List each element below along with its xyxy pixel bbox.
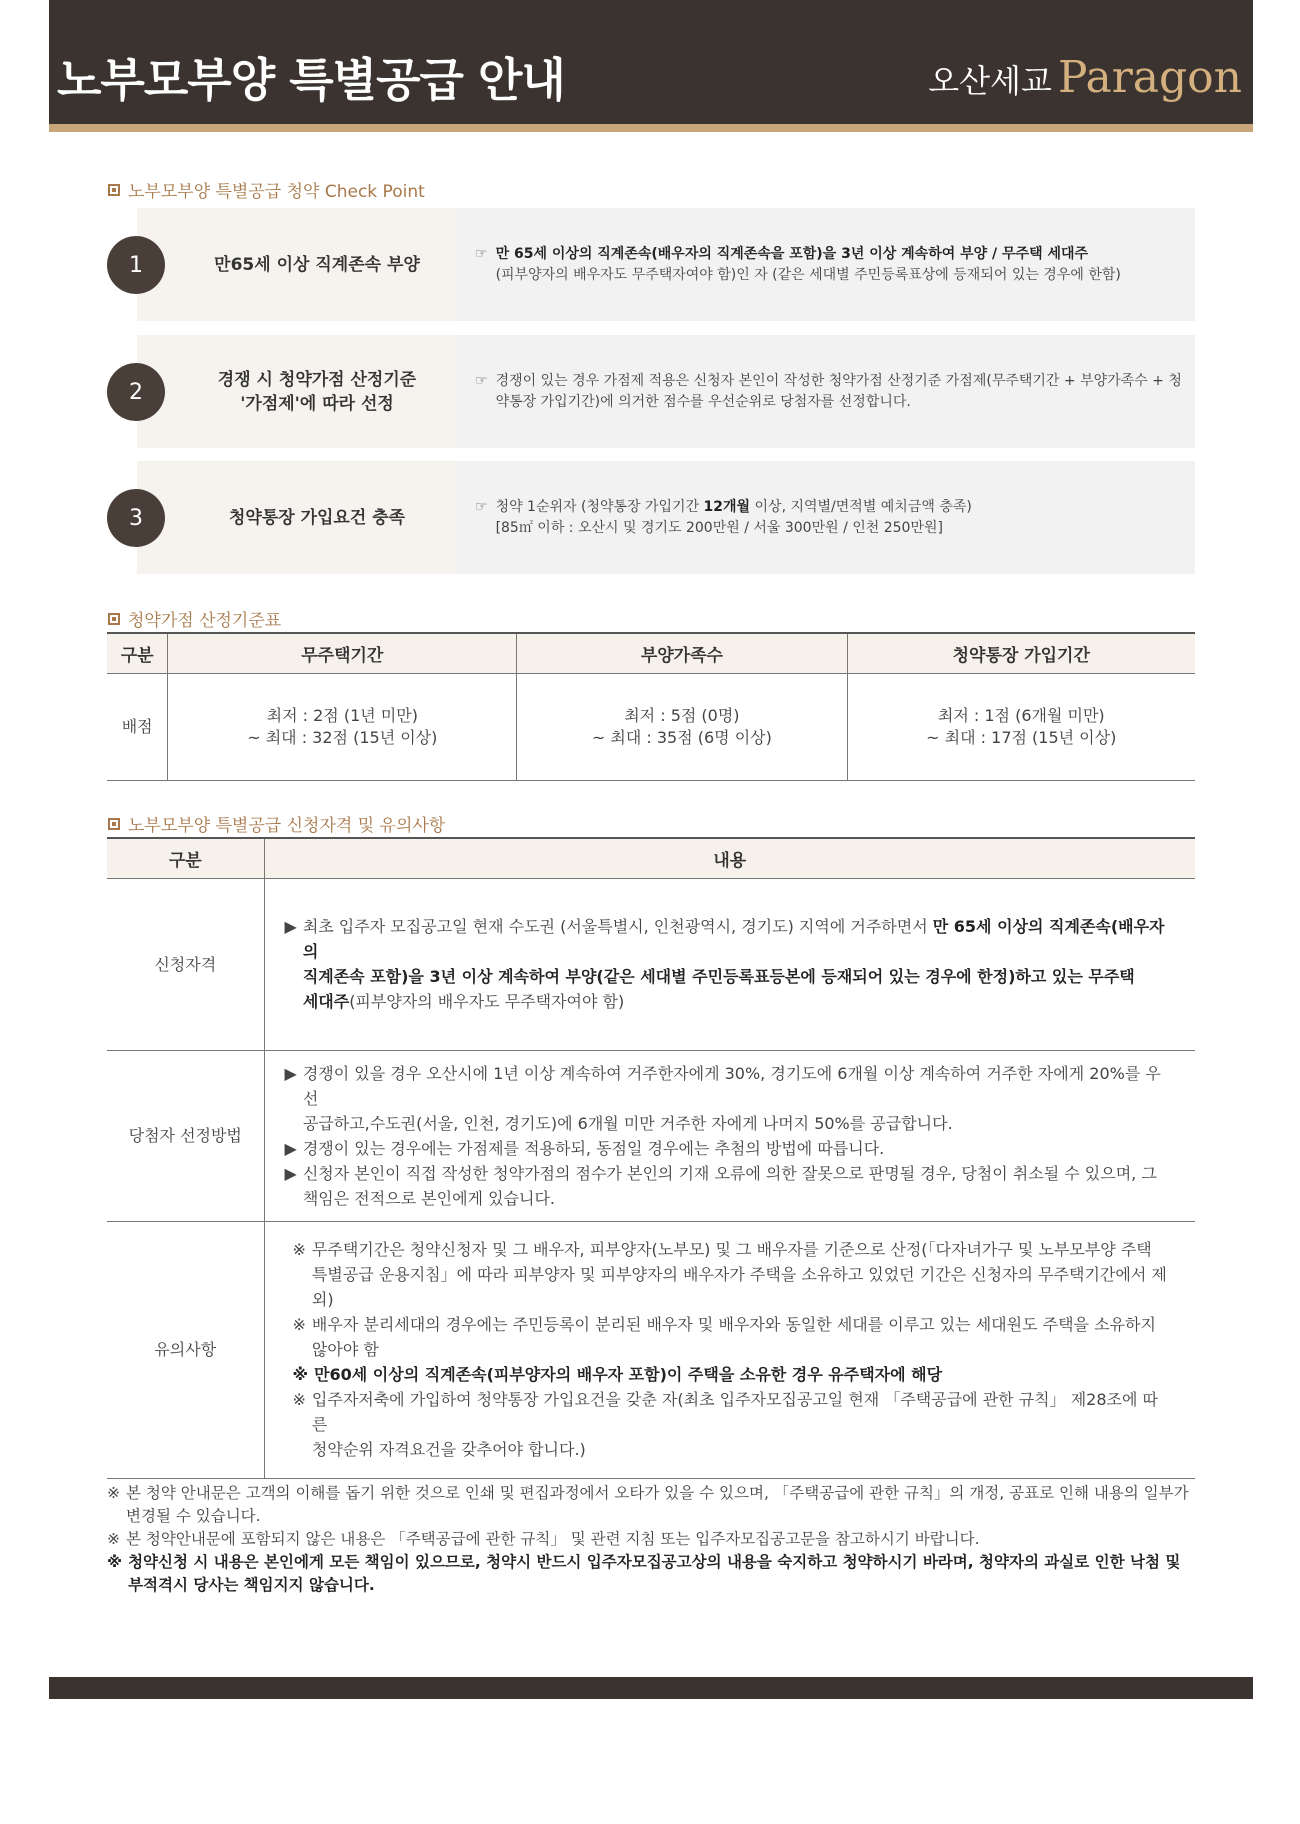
- triangle-bullet-icon: ▶: [284, 917, 297, 936]
- checkpoint-number: 1: [107, 236, 165, 294]
- square-bullet-icon: [108, 818, 120, 830]
- checkpoint-desc: ☞ 청약 1순위자 (청약통장 가입기간 12개월 이상, 지역별/면적별 예치금액 충족) [85㎡ 이하 : 오산시 및 경기도 200만원 / 서울 300만원 / 인천 250만원]: [475, 461, 1185, 574]
- elig-row-content: ※ 무주택기간은 청약신청자 및 그 배우자, 피부양자(노부모) 및 그 배우자를 기준으로 산정(「다자녀가구 및 노부모부양 주택 특별공급 운용지침」에 따라 피부양자 및 피부양자의 배우자가 주택을 소유하고 있었던 기간은 신청자의 무주택기간에서 제외) ※ 배우자 분리세대의 경우에는 주민등록이 분리된 배우자 및 배우자와 동일한 세대를 이루고 있는 세대원도 주택을 소유하지 않아야 함 ※ 만60세 이상의 직계존속(피부양자의 배우자 포함)이 주택을 소유한 경우 유주택자에 해당 ※ 입주자저축에 가입하여 청약통장 가입요건을 갖춘 자(최초 입주자모집공고일 현재 「주택공급에 관한 규칙」 제28조에 따른 청약순위 자격요건을 갖추어야 합니다.): [264, 1221, 1195, 1478]
- elig-header-category: 구분: [107, 838, 264, 878]
- header-stripe: [49, 124, 1253, 132]
- square-bullet-icon: [108, 613, 120, 625]
- table-row: [107, 1221, 1195, 1478]
- elig-row-label: 당첨자 선정방법: [107, 1050, 264, 1221]
- footnotes: ※ 본 청약 안내문은 고객의 이해를 돕기 위한 것으로 인쇄 및 편집과정에서 오타가 있을 수 있으며, 「주택공급에 관한 규칙」의 개정, 공표로 인해 내용의 일부가 변경될 수 있습니다. ※ 본 청약안내문에 포함되지 않은 내용은 「주택공급에 관한 규칙」 및 관련 지침 또는 입주자모집공고문을 참고하시기 바랍니다. ※ 청약신청 시 내용은 본인에게 모든 책임이 있으므로, 청약시 반드시 입주자모집공고상의 내용을 숙지하고 청약하시기 바라며, 청약자의 과실로 인한 낙첨 및 부적격시 당사는 책임지지 않습니다.: [107, 1482, 1197, 1597]
- page-title: 노부모부양 특별공급 안내: [57, 53, 565, 107]
- score-header-category: 구분: [107, 633, 168, 673]
- brand-korean: 오산세교: [928, 62, 1052, 100]
- footer-bar: [49, 1677, 1253, 1699]
- elig-row-label: 유의사항: [107, 1221, 264, 1478]
- checkpoint-title: 노부모부양 특별공급 청약 Check Point: [108, 177, 425, 202]
- checkpoint-label: 만65세 이상 직계존속 부양: [137, 208, 457, 321]
- elig-row-label: 신청자격: [107, 878, 264, 1050]
- brand-english: Paragon: [1057, 52, 1242, 103]
- triangle-bullet-icon: ▶: [284, 1163, 297, 1183]
- reference-mark-icon: ※: [292, 1390, 306, 1409]
- score-cell: 최저 : 5점 (0명) ~ 최대 : 35점 (6명 이상): [517, 673, 847, 780]
- score-table-title: 청약가점 산정기준표: [108, 606, 281, 631]
- checkpoint-row-3: [129, 461, 1195, 574]
- table-row: [107, 673, 1195, 780]
- score-cell: 최저 : 1점 (6개월 미만) ~ 최대 : 17점 (15년 이상): [847, 673, 1195, 780]
- triangle-bullet-icon: ▶: [284, 1063, 297, 1083]
- hand-pointer-icon: ☞: [475, 498, 488, 515]
- hand-pointer-icon: ☞: [475, 372, 488, 389]
- checkpoint-desc: ☞ 만 65세 이상의 직계존속(배우자의 직계존속을 포함)을 3년 이상 계속하여 부양 / 무주택 세대주 (피부양자의 배우자도 무주택자여야 함)인 자 (같은 세대별 주민등록표상에 등재되어 있는 경우에 한함): [475, 208, 1185, 321]
- checkpoint-label: 청약통장 가입요건 충족: [137, 461, 457, 574]
- checkpoint-number: 2: [107, 363, 165, 421]
- square-bullet-icon: [108, 184, 120, 196]
- reference-mark-icon: ※: [292, 1240, 306, 1259]
- checkpoint-row-1: [129, 208, 1195, 321]
- hand-pointer-icon: ☞: [475, 245, 488, 262]
- table-row: [107, 878, 1195, 1050]
- checkpoint-row-2: [129, 335, 1195, 448]
- score-header-dependents: 부양가족수: [517, 633, 847, 673]
- checkpoint-label: 경쟁 시 청약가점 산정기준 '가점제'에 따라 선정: [137, 335, 457, 448]
- reference-mark-icon: ※: [107, 1553, 123, 1571]
- elig-table-title: 노부모부양 특별공급 신청자격 및 유의사항: [108, 811, 445, 836]
- reference-mark-icon: ※: [107, 1530, 120, 1548]
- reference-mark-icon: ※: [292, 1365, 309, 1384]
- score-header-account: 청약통장 가입기간: [847, 633, 1195, 673]
- brand-logo: [928, 52, 1242, 103]
- elig-header-content: 내용: [264, 838, 1195, 878]
- score-header-homeless: 무주택기간: [168, 633, 517, 673]
- reference-mark-icon: ※: [107, 1484, 120, 1502]
- score-cell: 최저 : 2점 (1년 미만) ~ 최대 : 32점 (15년 이상): [168, 673, 517, 780]
- elig-row-content: ▶ 경쟁이 있을 경우 오산시에 1년 이상 계속하여 거주한자에게 30%, 경기도에 6개월 이상 계속하여 거주한 자에게 20%를 우선 공급하고,수도권(서울, 인천, 경기도)에 6개월 미만 거주한 자에게 나머지 50%를 공급합니다. ▶ 경쟁이 있는 경우에는 가점제를 적용하되, 동점일 경우에는 추첨의 방법에 따릅니다. ▶ 신청자 본인이 직접 작성한 청약가점의 점수가 본인의 기재 오류에 의한 잘못으로 판명될 경우, 당첨이 취소될 수 있으며, 그 책임은 전적으로 본인에게 있습니다.: [264, 1050, 1195, 1221]
- table-row: [107, 1050, 1195, 1221]
- checkpoint-desc: ☞ 경쟁이 있는 경우 가점제 적용은 신청자 본인이 작성한 청약가점 산정기준 가점제(무주택기간 + 부양가족수 + 청 약통장 가입기간)에 의거한 점수를 우선순위로 당첨자를 선정합니다.: [475, 335, 1185, 448]
- reference-mark-icon: ※: [292, 1315, 306, 1334]
- checkpoint-number: 3: [107, 489, 165, 547]
- elig-row-content: ▶ 최초 입주자 모집공고일 현재 수도권 (서울특별시, 인천광역시, 경기도) 지역에 거주하면서 만 65세 이상의 직계존속(배우자의 직계존속 포함)을 3년 이상 계속하여 부양(같은 세대별 주민등록표등본에 등재되어 있는 경우에 한정)하고 있는 무주택 세대주(피부양자의 배우자도 무주택자여야 함): [264, 878, 1195, 1050]
- eligibility-table: [107, 837, 1195, 1479]
- triangle-bullet-icon: ▶: [284, 1138, 297, 1158]
- score-row-label: 배점: [107, 673, 168, 780]
- score-table: [107, 632, 1195, 781]
